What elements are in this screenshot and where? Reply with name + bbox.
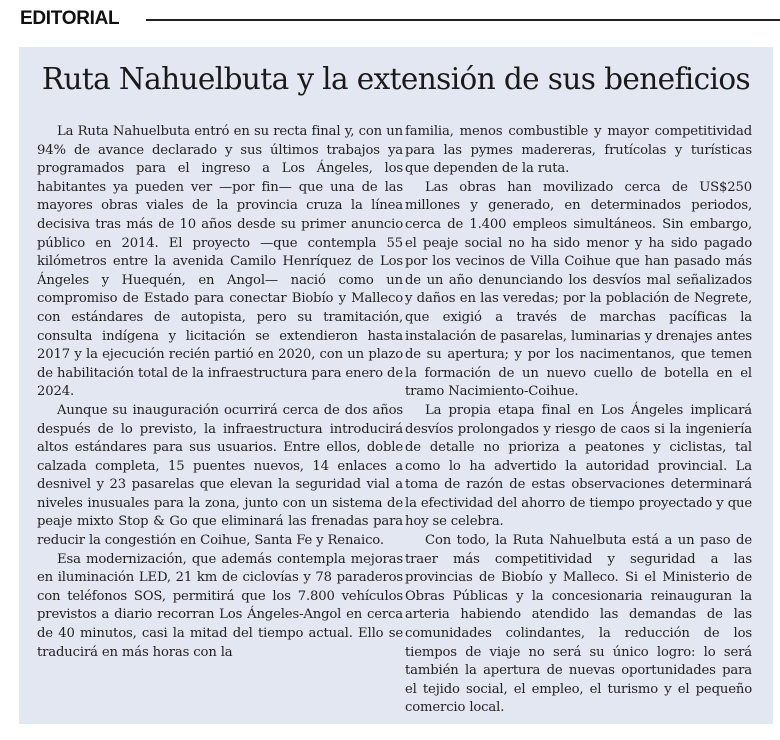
section-label: EDITORIAL: [20, 8, 120, 29]
article-paragraph: Con todo, la Ruta Nahuelbuta está a un paso de traer más competitividad y seguridad a las provincias de Biobío y Malleco. Si el Ministerio de Obras Públicas y la concesionaria reinauguran la arteria habiendo atendido las demandas de las comunidades colindantes, la reducción de los tiempos de viaje no será su único logro: lo será también la apertura de nuevas oportunidades para el tejido social, el empleo, el turismo y el pequeño comercio local.: [405, 533, 752, 716]
article-title: Ruta Nahuelbuta y la extensión de sus beneficios: [41, 62, 751, 96]
article-column-right: [405, 123, 752, 718]
article-paragraph: La propia etapa final en Los Ángeles implicará desvíos prolongados y riesgo de caos si la ingeniería de detalle no prioriza a peatones y ciclistas, tal como lo ha advertido la autoridad provincial. La toma de razón de estas observaciones determinará la efectividad del ahorro de tiempo proyectado y que hoy se celebra.: [405, 402, 752, 530]
section-header: [20, 8, 780, 32]
article-column-left: [37, 123, 403, 662]
section-divider: [146, 19, 780, 21]
article-paragraph: Aunque su inauguración ocurrirá cerca de dos años después de lo previsto, la infraestructura introducirá altos estándares para sus usuarios. Entre ellos, doble calzada completa, 15 puentes nuevos, 14 enlaces a desnivel y 23 pasarelas que elevan la seguridad vial a niveles inusuales para la zona, junto con un sistema de peaje mixto Stop & Go que eliminará las frenadas para reducir la congestión en Coihue, Santa Fe y Renaico.: [37, 402, 403, 549]
article-paragraph-continuation: familia, menos combustible y mayor competitividad para las pymes madereras, frutícolas y turísticas que dependen de la ruta.: [405, 124, 752, 177]
article-paragraph: La Ruta Nahuelbuta entró en su recta final y, con un 94% de avance declarado y sus últimos trabajos ya programados para el ingreso a Los Ángeles, los habitantes ya pueden ver —por fin— que una de las mayores obras viales de la provincia cruza la línea decisiva tras más de 10 años desde su primer anuncio público en 2014. El proyecto —que contempla 55 kilómetros entre la avenida Camilo Henríquez de Los Ángeles y Huequén, en Angol— nació como un compromiso de Estado para conectar Biobío y Malleco con estándares de autopista, pero su tramitación, consulta indígena y licitación se extendieron hasta 2017 y la ejecución recién partió en 2020, con un plazo de habilitación total de la infraestructura para enero de 2024.: [37, 124, 403, 400]
article-paragraph: Esa modernización, que además contempla mejoras en iluminación LED, 21 km de ciclovías y 78 paraderos con teléfonos SOS, permitirá que los 7.800 vehículos previstos a diario recorran Los Ángeles-Angol en cerca de 40 minutos, casi la mitad del tiempo actual. Ello se traducirá en más horas con la: [37, 551, 403, 660]
editorial-panel: [19, 47, 773, 724]
article-paragraph: Las obras han movilizado cerca de US$250 millones y generado, en determinados periodos, cerca de 1.400 empleos simultáneos. Sin embargo, el peaje social no ha sido menor y ha sido pagado por los vecinos de Villa Coihue que han pasado más de un año denunciando los desvíos mal señalizados y daños en las veredas; por la población de Negrete, que exigió a través de marchas pacíficas la instalación de pasarelas, luminarias y drenajes antes de su apertura; y por los nacimentanos, que temen la formación de un nuevo cuello de botella en el tramo Nacimiento-Coihue.: [405, 179, 752, 400]
